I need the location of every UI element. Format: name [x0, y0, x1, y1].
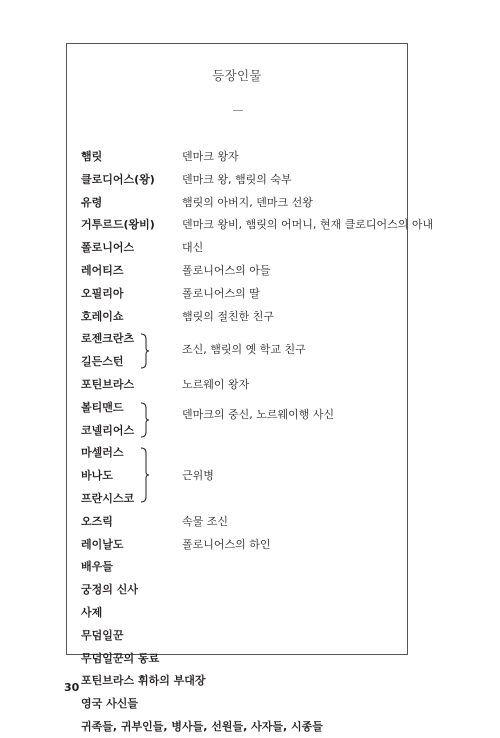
character-desc: 폴로니어스의 딸	[182, 286, 260, 300]
cast-row	[81, 191, 401, 214]
cast-row	[81, 578, 401, 601]
character-desc: 햄릿의 아버지, 덴마크 선왕	[182, 195, 313, 209]
cast-row	[81, 692, 401, 715]
character-name: 마셀러스	[81, 446, 124, 460]
character-name: 바나도	[81, 469, 113, 483]
character-desc: 속물 조신	[182, 514, 229, 528]
cast-row	[81, 282, 401, 305]
character-name: 폴로니어스	[81, 241, 135, 255]
character-name: 유령	[81, 195, 103, 209]
character-name: 포틴브라스 휘하의 부대장	[81, 674, 206, 688]
character-name: 귀족들, 귀부인들, 병사들, 선원들, 사자들, 시종들	[81, 719, 323, 733]
cast-list	[81, 145, 434, 738]
character-name: 레이날도	[81, 537, 124, 551]
cast-row	[81, 259, 401, 282]
character-name: 로젠크란츠	[81, 332, 135, 346]
cast-row	[81, 669, 401, 692]
group-desc: 조신, 햄릿의 옛 학교 친구	[182, 343, 306, 357]
character-name: 영국 사신들	[81, 697, 138, 711]
cast-row	[81, 396, 401, 419]
cast-row	[81, 601, 401, 624]
cast-row	[81, 624, 401, 647]
character-name: 호레이쇼	[81, 309, 124, 323]
cast-row	[81, 487, 401, 510]
character-name: 포틴브라스	[81, 377, 135, 391]
cast-row	[81, 647, 401, 670]
character-desc: 대신	[182, 241, 204, 255]
character-desc: 폴로니어스의 아들	[182, 263, 271, 277]
cast-row	[81, 168, 401, 191]
character-name: 무덤일꾼	[81, 628, 124, 642]
cast-row	[81, 533, 401, 556]
character-name: 오즈릭	[81, 514, 113, 528]
cast-row	[81, 510, 401, 533]
cast-row	[81, 305, 401, 328]
page-number: 30	[64, 681, 80, 694]
cast-row	[81, 555, 401, 578]
character-desc: 덴마크 왕, 햄릿의 숙부	[182, 172, 292, 186]
character-desc: 덴마크 왕자	[182, 150, 239, 163]
cast-row	[81, 236, 401, 259]
character-name: 사제	[81, 605, 103, 619]
page-title: 등장인물	[212, 68, 262, 83]
character-name: 볼티맨드	[81, 400, 124, 414]
character-desc: 햄릿의 절친한 친구	[182, 309, 275, 323]
character-name: 배우들	[81, 560, 113, 574]
character-name: 오필리아	[81, 286, 124, 300]
cast-row	[81, 419, 401, 442]
cast-row	[81, 213, 434, 236]
group-desc: 근위병	[182, 469, 214, 483]
character-name: 길든스턴	[81, 355, 124, 369]
character-name: 프란시스코	[81, 491, 135, 505]
character-name: 무덤일꾼의 동료	[81, 651, 160, 665]
character-desc: 덴마크 왕비, 햄릿의 어머니, 현재 클로디어스의 아내	[182, 218, 434, 232]
character-name: 레어티즈	[81, 263, 124, 277]
character-desc: 폴로니어스의 하인	[182, 537, 271, 551]
cast-row	[81, 441, 401, 464]
character-name: 햄릿	[81, 150, 103, 163]
character-name: 코넬리어스	[81, 423, 135, 437]
cast-row	[81, 350, 401, 373]
cast-row	[81, 464, 401, 487]
cast-row	[81, 715, 401, 738]
character-name: 클로디어스(왕)	[81, 172, 155, 186]
group-desc: 덴마크의 중신, 노르웨이행 사신	[182, 407, 335, 421]
cast-row	[81, 327, 401, 357]
character-desc: 노르웨이 왕자	[182, 377, 250, 391]
title-divider	[233, 110, 243, 111]
character-name: 거투르드(왕비)	[81, 218, 155, 232]
character-name: 궁정의 신사	[81, 583, 138, 597]
cast-row	[81, 145, 401, 168]
cast-row	[81, 373, 401, 396]
